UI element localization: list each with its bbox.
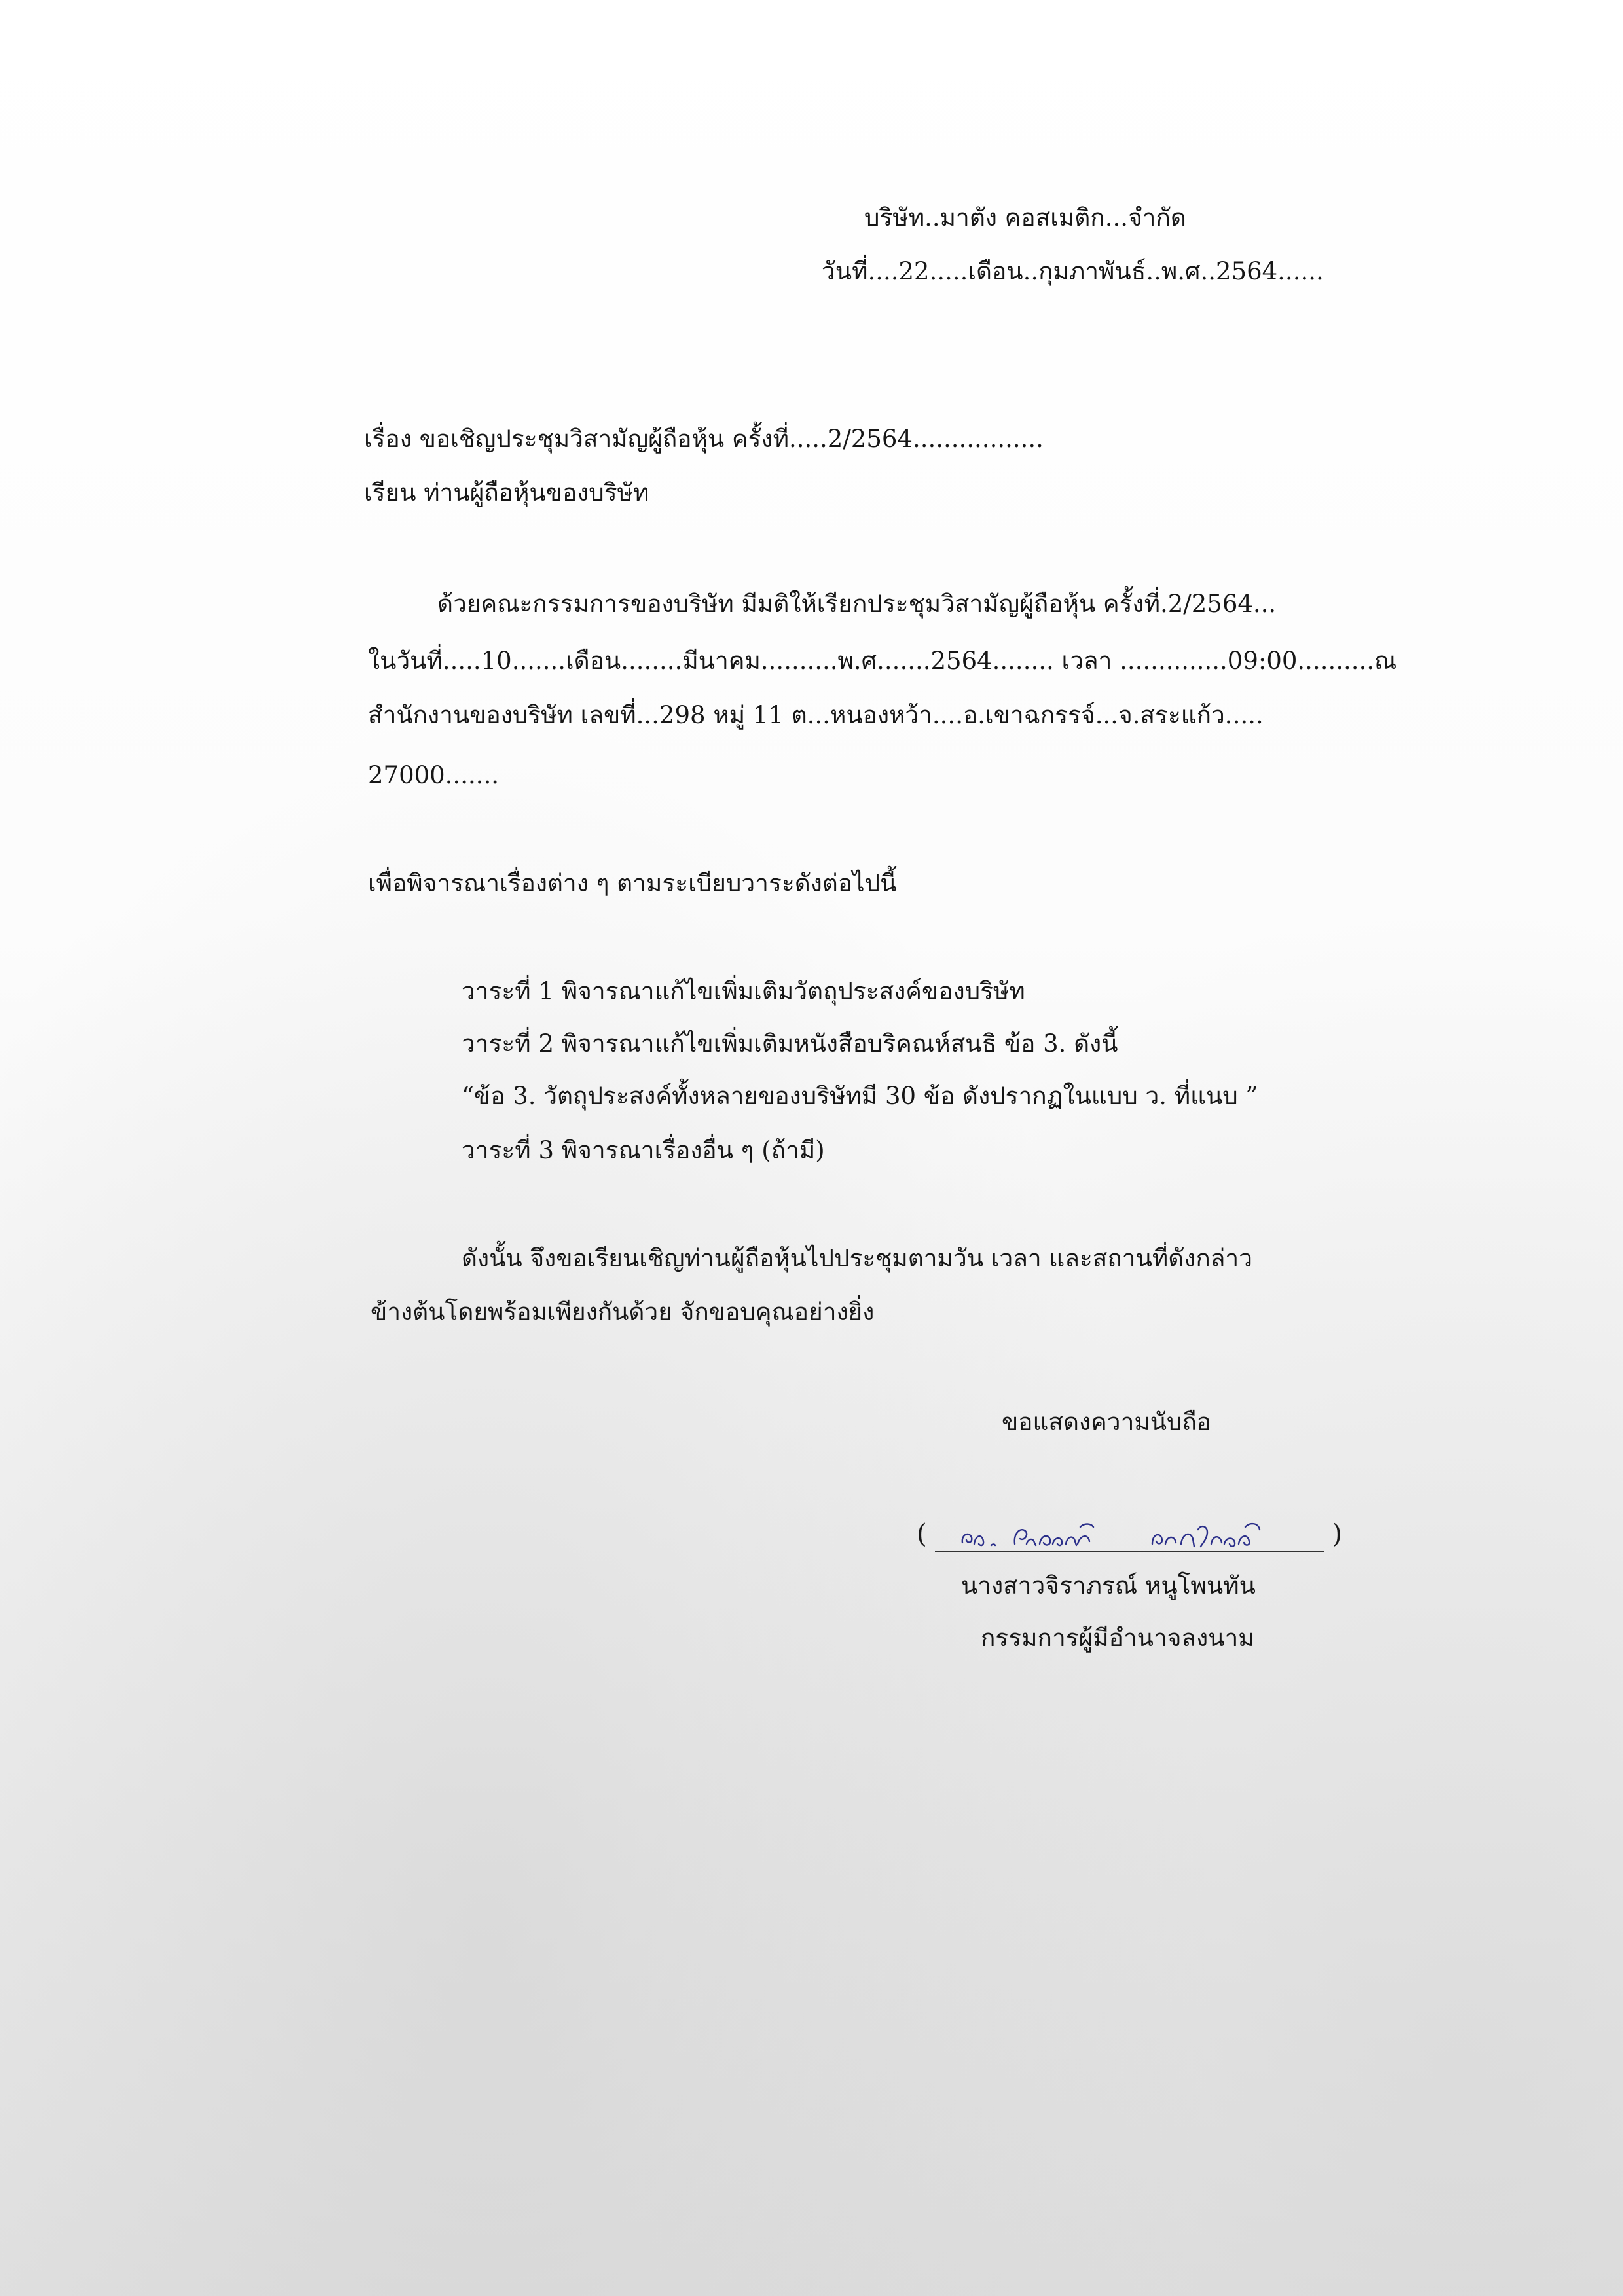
closing-salutation: ขอแสดงความนับถือ [1002, 1408, 1212, 1436]
document-date: วันที่....22.....เดือน..กุมภาพันธ์..พ.ศ..2564...... [822, 257, 1324, 285]
conclusion-line-2: ข้างต้นโดยพร้อมเพียงกันด้วย จักขอบคุณอย่างยิ่ง [371, 1298, 875, 1326]
signature-paren-open: ( [917, 1519, 927, 1549]
conclusion-line-1: ดังนั้น จึงขอเรียนเชิญท่านผู้ถือหุ้นไปประชุมตามวัน เวลา และสถานที่ดังกล่าว [462, 1244, 1252, 1272]
signature-block [917, 1515, 1342, 1561]
signatory-title: กรรมการผู้มีอำนาจลงนาม [981, 1624, 1254, 1652]
body-paragraph-line-1: ด้วยคณะกรรมการของบริษัท มีมติให้เรียกประชุมวิสามัญผู้ถือหุ้น ครั้งที่.2/2564... [437, 590, 1277, 618]
agenda-intro: เพื่อพิจารณาเรื่องต่าง ๆ ตามระเบียบวาระดังต่อไปนี้ [368, 869, 897, 897]
subject-line: เรื่อง ขอเชิญประชุมวิสามัญผู้ถือหุ้น ครั้งที่.....2/2564................. [364, 425, 1044, 453]
body-paragraph-line-4: 27000....... [368, 761, 500, 789]
company-name: บริษัท..มาตัง คอสเมติก...จำกัด [864, 204, 1186, 232]
signature-underline [935, 1551, 1324, 1552]
agenda-item-1: วาระที่ 1 พิจารณาแก้ไขเพิ่มเติมวัตถุประสงค์ของบริษัท [462, 977, 1025, 1005]
signatory-name: นางสาวจิราภรณ์ หนูโพนทัน [961, 1571, 1256, 1600]
body-paragraph-line-3: สำนักงานของบริษัท เลขที่...298 หมู่ 11 ต...หนองหว้า....อ.เขาฉกรรจ์...จ.สระแก้ว..... [368, 701, 1264, 729]
agenda-item-3: วาระที่ 3 พิจารณาเรื่องอื่น ๆ (ถ้ามี) [462, 1136, 825, 1164]
agenda-item-2-detail: “ข้อ 3. วัตถุประสงค์ทั้งหลายของบริษัทมี 30 ข้อ ดังปรากฏในแบบ ว. ที่แนบ ” [462, 1082, 1258, 1110]
body-paragraph-line-2: ในวันที่.....10.......เดือน........มีนาคม..........พ.ศ.......2564........ เวลา ..............09:00..........ณ [368, 647, 1397, 675]
signature-paren-close: ) [1332, 1519, 1342, 1549]
recipient-line: เรียน ท่านผู้ถือหุ้นของบริษัท [364, 478, 649, 507]
agenda-item-2: วาระที่ 2 พิจารณาแก้ไขเพิ่มเติมหนังสือบริคณห์สนธิ ข้อ 3. ดังนี้ [462, 1030, 1118, 1058]
handwritten-signature [943, 1515, 1309, 1554]
